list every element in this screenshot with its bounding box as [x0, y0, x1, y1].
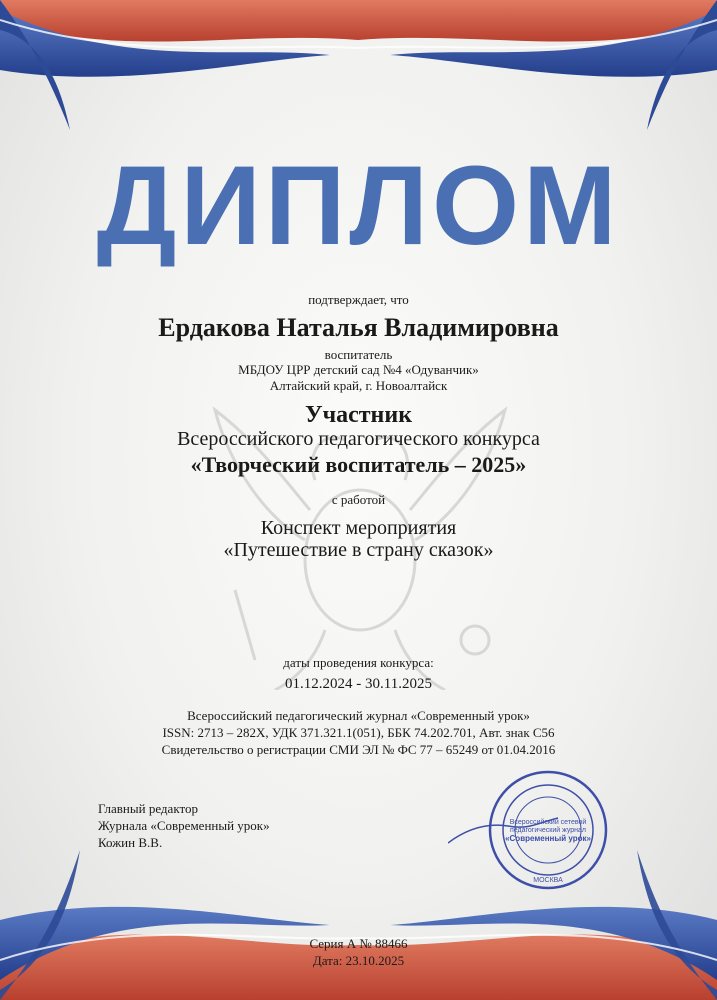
- work-type: Конспект мероприятия: [260, 517, 457, 539]
- journal-name: Всероссийский педагогический журнал «Современный урок»: [187, 708, 530, 723]
- bottom-ribbon-decoration: [0, 850, 717, 1000]
- dates-label: даты проведения конкурса:: [283, 655, 434, 670]
- dates-value: 01.12.2024 - 30.11.2025: [285, 676, 432, 692]
- stamp-text-1: Всероссийский сетевой: [509, 819, 587, 826]
- issue-date: Дата: 23.10.2025: [312, 953, 405, 968]
- recipient-organization: МБДОУ ЦРР детский сад №4 «Одуванчик»: [238, 362, 479, 377]
- signature-journal: Журнала «Современный урок»: [98, 818, 270, 833]
- with-work-text: с работой: [331, 492, 386, 507]
- stamp-city: МОСКВА: [533, 877, 563, 884]
- top-ribbon-decoration: [0, 0, 717, 130]
- recipient-location: Алтайский край, г. Новоалтайск: [269, 378, 448, 393]
- diploma-title: ДИПЛОМ: [96, 143, 621, 268]
- recipient-position: воспитатель: [324, 347, 393, 362]
- recipient-name: Ердакова Наталья Владимировна: [158, 313, 559, 342]
- footer-block: [0, 935, 717, 969]
- contest-name: «Творческий воспитатель – 2025»: [190, 452, 527, 477]
- journal-issn: ISSN: 2713 – 282X, УДК 371.321.1(051), ББК 74.202.701, Авт. знак С56: [162, 725, 555, 740]
- status-title: Участник: [304, 402, 413, 428]
- signature-role: Главный редактор: [98, 801, 198, 816]
- signature-name: Кожин В.В.: [98, 835, 163, 850]
- series-number: Серия А № 88466: [309, 936, 408, 951]
- stamp-text-3: «Современный урок»: [505, 834, 591, 843]
- work-title: «Путешествие в страну сказок»: [223, 539, 494, 561]
- contest-description: Всероссийского педагогического конкурса: [177, 428, 540, 450]
- signature-block: [98, 800, 270, 851]
- journal-registration: Свидетельство о регистрации СМИ ЭЛ № ФС 77 – 65249 от 01.04.2016: [161, 742, 556, 757]
- confirms-text: подтверждает, что: [308, 292, 409, 307]
- stamp-text-2: педагогический журнал: [509, 827, 587, 834]
